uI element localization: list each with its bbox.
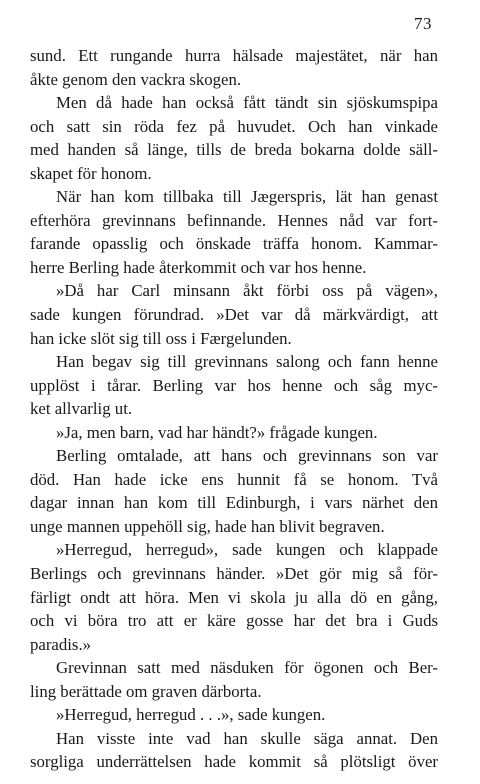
text-line: åkte genom den vackra skogen. [30,69,242,89]
text-line: Grevinnan satt med näsduken för ögonen och Ber- [56,658,438,678]
text-line: När han kom tillbaka till Jægerspris, lät han genast [56,187,438,207]
text-line: »Herregud, herregud . . .», sade kungen. [56,705,326,725]
text-line: ket allvarlig ut. [30,399,133,419]
text-line: ling berättade om graven därborta. [30,681,262,701]
text-line: Han visste inte vad han skulle säga annat. Den [56,728,438,748]
text-line: Berling omtalade, att hans och grevinnans son var [56,446,438,466]
text-line: han icke slöt sig till oss i Færgelunden. [30,328,292,348]
text-line: dagar innan han kom till Edinburgh, i vars närhet den [30,493,438,513]
text-line: herre Berling hade återkommit och var hos henne. [30,257,367,277]
text-line: sade kungen förundrad. »Det var då märkvärdigt, att [30,305,438,325]
text-line: Han begav sig till grevinnans salong och fann henne [56,352,438,372]
text-line: »Ja, men barn, vad har händt?» frågade kungen. [56,422,378,442]
text-line: sund. Ett rungande hurra hälsade majestätet, när han [30,46,438,65]
text-line: färligt ondt att höra. Men vi skola ju alla dö en gång, [30,587,438,607]
page-number: 73 [414,14,432,33]
text-line: upplöst i tårar. Berling var hos henne och såg myc- [30,375,438,395]
text-line: skapet för honom. [30,163,152,183]
body-text [30,44,438,774]
text-line: efterhöra grevinnans befinnande. Hennes nåd var fort- [30,210,438,230]
text-line: och satt sin röda fez på huvudet. Och han vinkade [30,116,438,136]
text-line: och vi böra tro att er käre gosse har det bra i Guds [30,611,438,631]
text-line: med handen så länge, tills de breda bokarna dolde säll- [30,140,438,160]
text-line: unge mannen uppehöll sig, hade han blivit begraven. [30,516,385,536]
text-line: paradis.» [30,634,92,654]
text-line: död. Han hade icke ens hunnit få se honom. Två [30,469,438,489]
text-line: sorgliga underrättelsen hade kommit så plötsligt över [30,752,438,772]
text-line: Berlings och grevinnans händer. »Det gör mig så för- [30,564,438,584]
text-line: farande opasslig och önskade träffa honom. Kammar- [30,234,438,254]
text-line: »Då har Carl minsann åkt förbi oss på vägen», [56,281,438,301]
text-line: Men då hade han också fått tändt sin sjöskumspipa [56,93,438,113]
text-line: »Herregud, herregud», sade kungen och klappade [56,540,438,560]
